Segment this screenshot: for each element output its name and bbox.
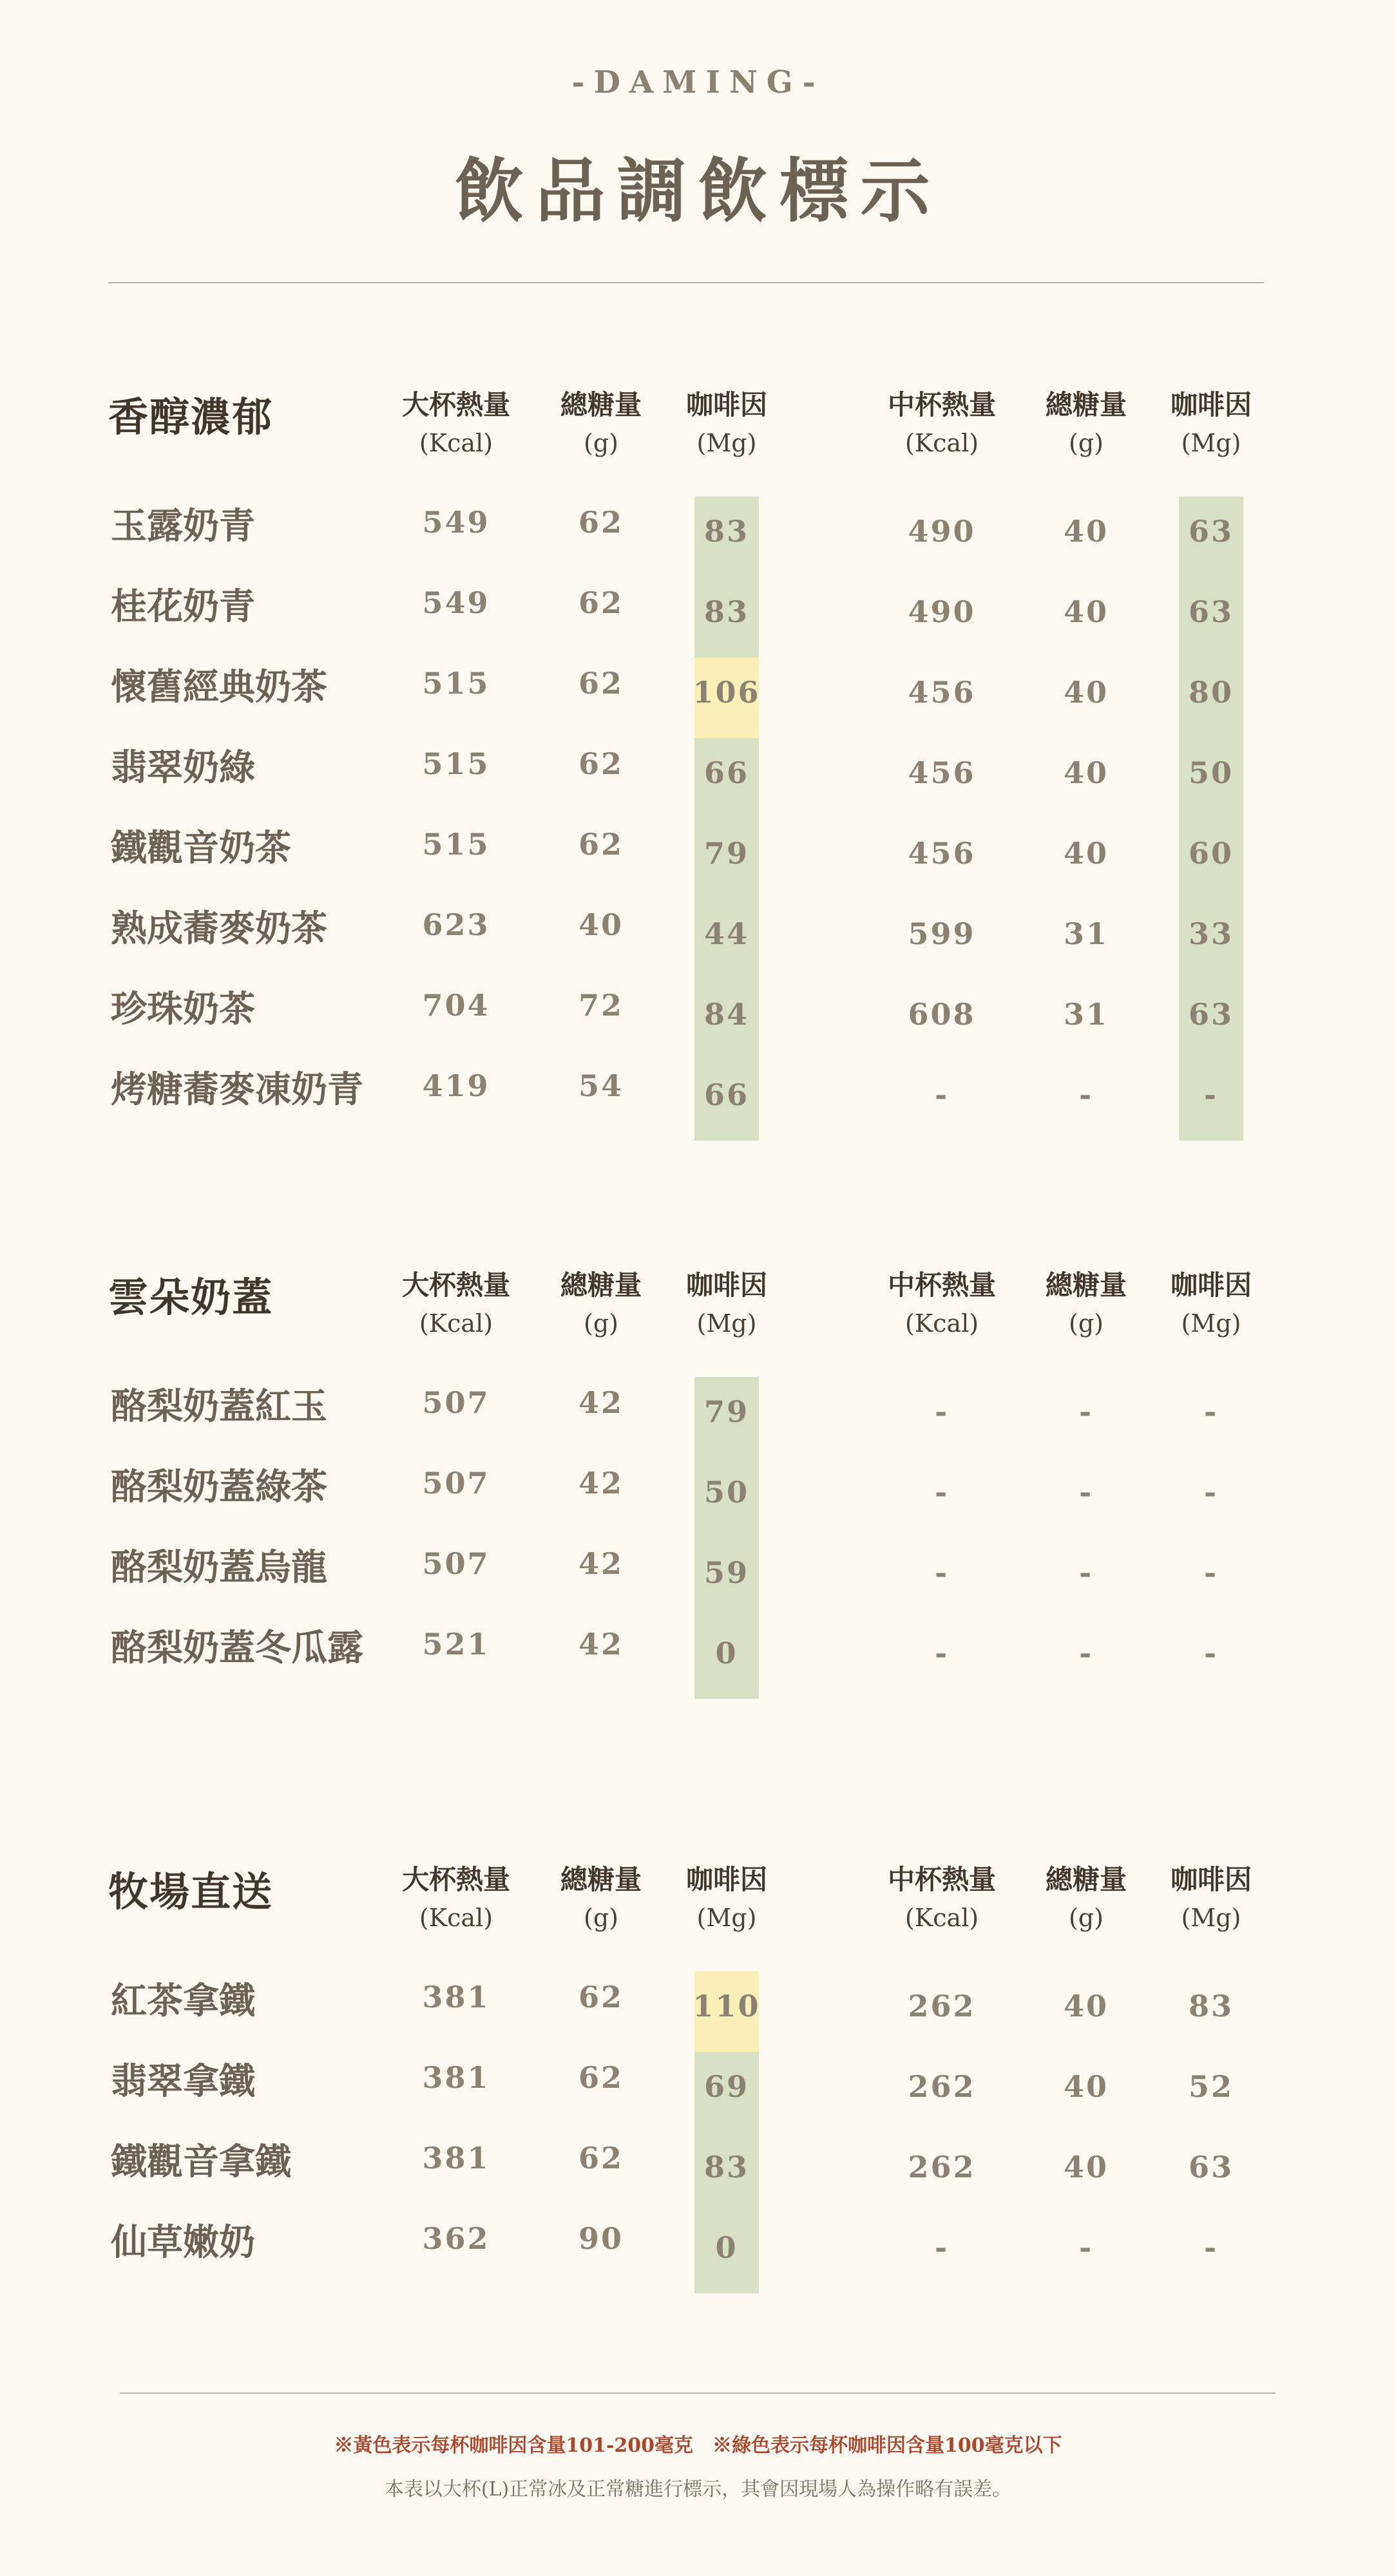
value-l-sugar: 42 <box>578 1627 624 1662</box>
column-header-label: 總糖量 <box>560 389 642 421</box>
column-header-label: 大杯熱量 <box>401 389 510 421</box>
value-m-kcal: - <box>934 1077 950 1112</box>
value-m-kcal: 490 <box>908 514 976 549</box>
column-header-l_sugar <box>537 1267 665 1343</box>
value-l-caf: 44 <box>703 916 749 951</box>
value-m-kcal: 262 <box>908 1989 976 2023</box>
value-m-sugar: 40 <box>1063 2069 1109 2104</box>
column-header-label: 總糖量 <box>560 1864 642 1895</box>
column-header-unit: (Kcal) <box>419 429 493 457</box>
value-l-sugar: 40 <box>578 907 624 942</box>
section-title: 香醇濃郁 <box>108 393 274 440</box>
value-l-caf: 84 <box>703 997 749 1032</box>
drink-name: 翡翠拿鐵 <box>111 2060 255 2103</box>
value-l-caf: 83 <box>703 514 749 549</box>
value-l-sugar: 62 <box>578 666 624 701</box>
value-l-kcal: 381 <box>422 2141 490 2175</box>
brand-label: -DAMING- <box>571 64 825 100</box>
value-m-sugar: - <box>1078 2230 1094 2265</box>
column-header-l_caf <box>662 1861 791 1937</box>
value-l-sugar: 62 <box>578 585 624 620</box>
value-l-sugar: 62 <box>578 827 624 862</box>
column-header-m_kcal <box>877 386 1006 462</box>
column-header-m_kcal <box>877 1861 1006 1937</box>
value-m-caf: - <box>1203 1077 1219 1112</box>
column-header-unit: (Mg) <box>696 1309 757 1338</box>
value-l-kcal: 549 <box>422 585 490 620</box>
column-header-unit: (g) <box>1069 429 1104 457</box>
value-m-caf: 83 <box>1188 1989 1234 2023</box>
column-header-label: 咖啡因 <box>685 1269 767 1301</box>
value-l-caf: 83 <box>703 594 749 629</box>
column-header-label: 總糖量 <box>1045 389 1127 421</box>
value-m-caf: 63 <box>1188 2150 1234 2184</box>
section-1 <box>0 385 1396 1148</box>
column-header-unit: (g) <box>584 1309 618 1338</box>
value-m-caf: - <box>1203 1636 1219 1671</box>
column-header-label: 咖啡因 <box>685 389 767 421</box>
value-l-sugar: 62 <box>578 505 624 540</box>
value-m-kcal: - <box>934 1636 950 1671</box>
column-header-unit: (Kcal) <box>904 1904 979 1932</box>
column-header-unit: (Mg) <box>1181 429 1241 457</box>
column-header-m_caf <box>1147 1267 1276 1343</box>
column-header-m_caf <box>1147 1861 1276 1937</box>
column-header-label: 大杯熱量 <box>401 1269 510 1301</box>
section-2 <box>0 1265 1396 1707</box>
value-m-kcal: 456 <box>908 675 976 710</box>
value-m-caf: - <box>1203 2230 1219 2265</box>
value-m-sugar: 40 <box>1063 836 1109 871</box>
value-l-kcal: 507 <box>422 1546 490 1581</box>
drink-name: 烤糖蕎麥凍奶青 <box>111 1068 363 1111</box>
column-header-unit: (Mg) <box>696 1904 757 1932</box>
value-m-caf: 63 <box>1188 514 1234 549</box>
column-header-unit: (Mg) <box>1181 1904 1241 1932</box>
column-header-unit: (Kcal) <box>419 1904 493 1932</box>
value-m-caf: 60 <box>1188 836 1234 871</box>
value-l-sugar: 42 <box>578 1466 624 1501</box>
column-header-m_caf <box>1147 386 1276 462</box>
value-l-sugar: 54 <box>578 1068 624 1103</box>
column-header-label: 大杯熱量 <box>401 1864 510 1895</box>
value-l-caf: 110 <box>693 1989 761 2023</box>
drink-name: 鐵觀音奶茶 <box>111 827 291 869</box>
value-m-kcal: 599 <box>908 916 976 951</box>
column-header-l_caf <box>662 386 791 462</box>
drink-name: 酪梨奶蓋綠茶 <box>111 1466 327 1508</box>
value-m-kcal: 490 <box>908 594 976 629</box>
column-header-l_sugar <box>537 1861 665 1937</box>
value-l-kcal: 507 <box>422 1385 490 1420</box>
value-m-sugar: 40 <box>1063 1989 1109 2023</box>
page-title: 飲品調飲標示 <box>454 151 942 232</box>
value-m-kcal: - <box>934 1394 950 1429</box>
drink-name: 懷舊經典奶茶 <box>111 666 327 708</box>
value-m-caf: - <box>1203 1555 1219 1590</box>
value-m-caf: - <box>1203 1475 1219 1510</box>
column-header-unit: (g) <box>584 429 618 457</box>
column-header-unit: (Kcal) <box>419 1309 493 1338</box>
value-m-sugar: 40 <box>1063 675 1109 710</box>
value-l-kcal: 515 <box>422 746 490 781</box>
drink-name: 桂花奶青 <box>111 585 255 628</box>
column-header-l_sugar <box>537 386 665 462</box>
legend-note: ※黃色表示每杯咖啡因含量101-200毫克 ※綠色表示每杯咖啡因含量100毫克以下 <box>334 2434 1062 2457</box>
value-l-kcal: 515 <box>422 827 490 862</box>
column-header-unit: (Mg) <box>1181 1309 1241 1338</box>
drink-name: 翡翠奶綠 <box>111 746 255 789</box>
value-m-sugar: 31 <box>1063 916 1109 951</box>
drink-name: 酪梨奶蓋冬瓜露 <box>111 1627 363 1669</box>
column-header-label: 咖啡因 <box>685 1864 767 1895</box>
value-l-sugar: 72 <box>578 988 624 1023</box>
value-l-kcal: 381 <box>422 1980 490 2014</box>
drink-name: 仙草嫩奶 <box>111 2221 255 2264</box>
drink-name: 玉露奶青 <box>111 505 255 547</box>
drink-name: 鐵觀音拿鐵 <box>111 2141 291 2183</box>
value-m-sugar: 40 <box>1063 514 1109 549</box>
value-l-caf: 106 <box>693 675 761 710</box>
value-m-sugar: 40 <box>1063 2150 1109 2184</box>
column-header-label: 中杯熱量 <box>887 1864 996 1895</box>
column-header-label: 總糖量 <box>1045 1269 1127 1301</box>
column-header-unit: (Mg) <box>696 429 757 457</box>
column-header-unit: (g) <box>1069 1904 1104 1932</box>
value-m-caf: 52 <box>1188 2069 1234 2104</box>
value-m-sugar: - <box>1078 1077 1094 1112</box>
value-l-sugar: 62 <box>578 2060 624 2095</box>
value-m-caf: 50 <box>1188 755 1234 790</box>
value-m-sugar: - <box>1078 1555 1094 1590</box>
value-m-kcal: 608 <box>908 997 976 1032</box>
value-l-kcal: 362 <box>422 2221 490 2256</box>
value-l-caf: 50 <box>703 1475 749 1510</box>
value-l-caf: 66 <box>703 1077 749 1112</box>
column-header-m_sugar <box>1022 386 1151 462</box>
value-m-caf: 63 <box>1188 997 1234 1032</box>
column-header-label: 咖啡因 <box>1170 1269 1252 1301</box>
column-header-l_kcal <box>392 1267 521 1343</box>
value-l-caf: 0 <box>715 1636 738 1671</box>
value-l-caf: 79 <box>703 1394 749 1429</box>
value-m-kcal: 262 <box>908 2150 976 2184</box>
value-l-kcal: 549 <box>422 505 490 540</box>
drink-name: 酪梨奶蓋烏龍 <box>111 1546 327 1589</box>
value-l-caf: 59 <box>703 1555 749 1590</box>
value-l-sugar: 62 <box>578 746 624 781</box>
value-m-kcal: 456 <box>908 755 976 790</box>
column-header-label: 咖啡因 <box>1170 389 1252 421</box>
column-header-label: 中杯熱量 <box>887 389 996 421</box>
column-header-label: 中杯熱量 <box>887 1269 996 1301</box>
section-title: 牧場直送 <box>108 1868 274 1915</box>
value-m-caf: 63 <box>1188 594 1234 629</box>
column-header-label: 總糖量 <box>560 1269 642 1301</box>
disclaimer-note: 本表以大杯(L)正常冰及正常糖進行標示，其會因現場人為操作略有誤差。 <box>384 2478 1012 2501</box>
drink-name: 熟成蕎麥奶茶 <box>111 907 327 950</box>
value-l-kcal: 515 <box>422 666 490 701</box>
value-m-sugar: - <box>1078 1475 1094 1510</box>
value-l-caf: 66 <box>703 755 749 790</box>
value-l-caf: 69 <box>703 2069 749 2104</box>
column-header-m_sugar <box>1022 1267 1151 1343</box>
value-l-sugar: 90 <box>578 2221 624 2256</box>
drink-name: 酪梨奶蓋紅玉 <box>111 1385 327 1428</box>
value-l-caf: 79 <box>703 836 749 871</box>
value-l-sugar: 62 <box>578 2141 624 2175</box>
value-m-kcal: 456 <box>908 836 976 871</box>
column-header-unit: (Kcal) <box>904 429 979 457</box>
value-l-kcal: 521 <box>422 1627 490 1662</box>
drink-name: 珍珠奶茶 <box>111 988 255 1030</box>
column-header-l_kcal <box>392 386 521 462</box>
bottom-divider <box>120 2392 1276 2394</box>
column-header-label: 咖啡因 <box>1170 1864 1252 1895</box>
value-m-sugar: - <box>1078 1636 1094 1671</box>
value-m-sugar: - <box>1078 1394 1094 1429</box>
value-m-kcal: - <box>934 1555 950 1590</box>
column-header-m_sugar <box>1022 1861 1151 1937</box>
section-3 <box>0 1860 1396 2301</box>
value-l-sugar: 42 <box>578 1385 624 1420</box>
value-m-caf: - <box>1203 1394 1219 1429</box>
column-header-unit: (Kcal) <box>904 1309 979 1338</box>
column-header-l_caf <box>662 1267 791 1343</box>
value-m-kcal: 262 <box>908 2069 976 2104</box>
column-header-unit: (g) <box>584 1904 618 1932</box>
value-l-sugar: 42 <box>578 1546 624 1581</box>
column-header-l_kcal <box>392 1861 521 1937</box>
drink-name: 紅茶拿鐵 <box>111 1980 255 2022</box>
column-header-m_kcal <box>877 1267 1006 1343</box>
value-m-sugar: 40 <box>1063 594 1109 629</box>
value-m-kcal: - <box>934 2230 950 2265</box>
value-l-kcal: 704 <box>422 988 490 1023</box>
value-m-caf: 80 <box>1188 675 1234 710</box>
value-m-sugar: 31 <box>1063 997 1109 1032</box>
value-l-kcal: 381 <box>422 2060 490 2095</box>
value-l-sugar: 62 <box>578 1980 624 2014</box>
top-divider <box>108 282 1264 283</box>
value-l-caf: 0 <box>715 2230 738 2265</box>
value-m-kcal: - <box>934 1475 950 1510</box>
column-header-label: 總糖量 <box>1045 1864 1127 1895</box>
value-l-kcal: 507 <box>422 1466 490 1501</box>
value-l-kcal: 623 <box>422 907 490 942</box>
value-l-kcal: 419 <box>422 1068 490 1103</box>
value-m-caf: 33 <box>1188 916 1234 951</box>
column-header-unit: (g) <box>1069 1309 1104 1338</box>
section-title: 雲朵奶蓋 <box>108 1274 274 1321</box>
value-m-sugar: 40 <box>1063 755 1109 790</box>
value-l-caf: 83 <box>703 2150 749 2184</box>
